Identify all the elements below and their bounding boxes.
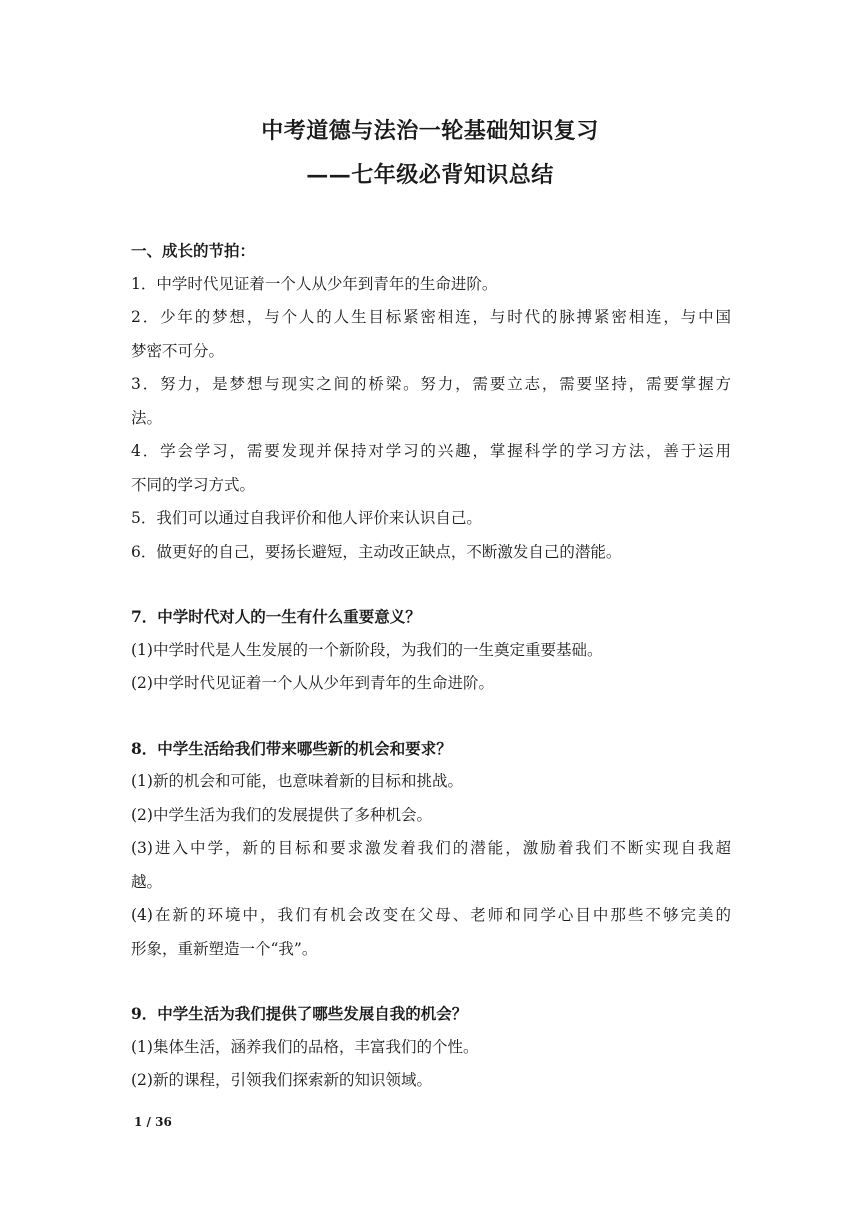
paragraph-line: 2．少年的梦想，与个人的人生目标紧密相连，与时代的脉搏紧密相连，与中国 — [131, 308, 731, 326]
document-body — [131, 234, 731, 1098]
paragraph-line: 3．努力，是梦想与现实之间的桥梁。努力，需要立志，需要坚持，需要掌握方 — [131, 375, 731, 393]
paragraph-line: (2)中学时代见证着一个人从少年到青年的生命进阶。 — [131, 674, 494, 692]
paragraph-line: (2)新的课程，引领我们探索新的知识领域。 — [131, 1071, 432, 1089]
page-number: 1 / 36 — [134, 1115, 172, 1129]
paragraph-line: 不同的学习方式。 — [131, 475, 256, 494]
section-heading: 7．中学时代对人的一生有什么重要意义？ — [131, 607, 421, 626]
paragraph-line: (2)中学生活为我们的发展提供了多种机会。 — [131, 805, 432, 824]
section-heading: 一、成长的节拍： — [131, 241, 256, 260]
paragraph-line: 梦密不可分。 — [131, 341, 225, 360]
paragraph-line: (4)在新的环境中，我们有机会改变在父母、老师和同学心目中那些不够完美的 — [131, 906, 731, 924]
paragraph-line: 法。 — [131, 408, 163, 427]
paragraph-line: 6．做更好的自己，要扬长避短，主动改正缺点，不断激发自己的潜能。 — [131, 542, 622, 561]
paragraph-line: 越。 — [131, 872, 163, 891]
paragraph-line: 5．我们可以通过自我评价和他人评价来认识自己。 — [131, 509, 482, 527]
paragraph-line: 1．中学时代见证着一个人从少年到青年的生命进阶。 — [131, 274, 498, 293]
paragraph-line: (1)中学时代是人生发展的一个新阶段，为我们的一生奠定重要基础。 — [131, 640, 603, 659]
paragraph-line: (1)新的机会和可能，也意味着新的目标和挑战。 — [131, 772, 463, 790]
document-subtitle: ——七年级必背知识总结 — [306, 162, 554, 188]
section-gap — [131, 966, 731, 997]
section-heading: 9．中学生活为我们提供了哪些发展自我的机会？ — [131, 1004, 468, 1023]
paragraph-line: (1)集体生活，涵养我们的品格，丰富我们的个性。 — [131, 1037, 479, 1056]
paragraph-line: (3)进入中学，新的目标和要求激发着我们的潜能，激励着我们不断实现自我超 — [131, 839, 731, 857]
paragraph-line: 4．学会学习，需要发现并保持对学习的兴趣，掌握科学的学习方法，善于运用 — [131, 442, 731, 460]
document-title: 中考道德与法治一轮基础知识复习 — [261, 118, 599, 144]
paragraph-line: 形象，重新塑造一个“我”。 — [131, 939, 318, 958]
section-gap — [131, 701, 731, 732]
section-heading: 8．中学生活给我们带来哪些新的机会和要求？ — [131, 738, 452, 758]
section-gap — [131, 569, 731, 600]
